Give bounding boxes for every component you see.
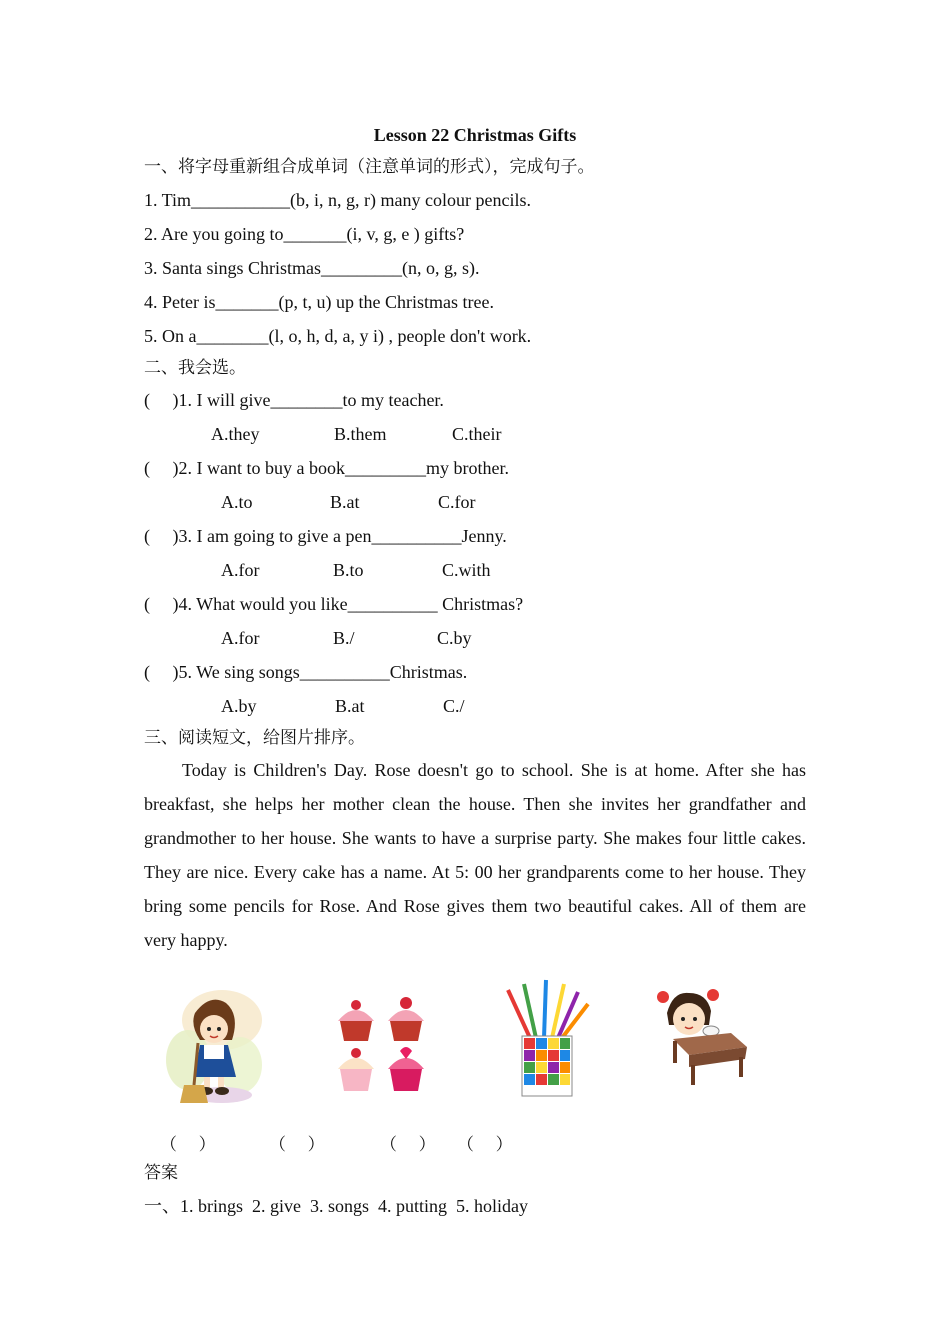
- part2-question-1: ( )1. I will give________to my teacher.: [144, 390, 444, 410]
- part2-question-2: ( )2. I want to buy a book_________my brother.: [144, 458, 509, 478]
- option-a: A.for: [221, 628, 260, 648]
- reading-passage: Today is Children's Day. Rose doesn't go to school. She is at home. After she has breakfast, she helps her mother clean the house. Then she invites her grandfather and grandmother to her house. She wants to have a surprise party. She makes four little cakes. They are nice. Every cake has a name. At 5: 00 her grandparents come to her house. They bring some pencils for Rose. And Rose gives them two beautiful cakes. All of them are very happy.: [144, 760, 806, 950]
- part3-heading: 三、阅读短文，给图片排序。: [144, 728, 365, 748]
- option-c: C.with: [442, 560, 491, 580]
- option-b: B.at: [330, 492, 360, 512]
- option-b: B./: [333, 628, 355, 648]
- option-a: A.to: [221, 492, 253, 512]
- girl-on-phone-picture: [655, 985, 750, 1090]
- order-bracket-1[interactable]: （ ）: [160, 1135, 216, 1155]
- part2-question-5: ( )5. We sing songs__________Christmas.: [144, 662, 468, 682]
- girl-sweeping-picture: [160, 985, 270, 1110]
- part1-item-2: 2. Are you going to_______(i, v, g, e ) gifts?: [144, 224, 465, 244]
- answers-part1: 一、1. brings 2. give 3. songs 4. putting 5. holiday: [144, 1196, 528, 1216]
- part2-question-3: ( )3. I am going to give a pen__________Jenny.: [144, 526, 507, 546]
- part1-heading: 一、将字母重新组合成单词（注意单词的形式），完成句子。: [144, 157, 595, 177]
- part2-heading: 二、我会选。: [144, 358, 246, 378]
- option-a: A.by: [221, 696, 257, 716]
- part1-item-5: 5. On a________(l, o, h, d, a, y i) , people don't work.: [144, 326, 532, 346]
- option-b: B.them: [334, 424, 387, 444]
- option-c: C.for: [438, 492, 476, 512]
- part1-item-1: 1. Tim___________(b, i, n, g, r) many colour pencils.: [144, 190, 531, 210]
- part1-item-4: 4. Peter is_______(p, t, u) up the Christmas tree.: [144, 292, 494, 312]
- lesson-title: Lesson 22 Christmas Gifts: [373, 125, 577, 145]
- order-bracket-2[interactable]: （ ）: [269, 1135, 325, 1155]
- pencil-cup-picture: [500, 978, 595, 1100]
- order-bracket-4[interactable]: （ ）: [457, 1135, 513, 1155]
- part2-question-4: ( )4. What would you like__________ Christmas?: [144, 594, 524, 614]
- option-a: A.they: [211, 424, 260, 444]
- answers-heading: 答案: [144, 1163, 178, 1183]
- option-b: B.to: [333, 560, 364, 580]
- option-b: B.at: [335, 696, 365, 716]
- option-c: C.by: [437, 628, 472, 648]
- option-c: C./: [443, 696, 465, 716]
- part1-item-3: 3. Santa sings Christmas_________(n, o, g, s).: [144, 258, 480, 278]
- option-a: A.for: [221, 560, 260, 580]
- order-bracket-3[interactable]: （ ）: [380, 1135, 436, 1155]
- cupcakes-picture: [330, 993, 430, 1095]
- option-c: C.their: [452, 424, 502, 444]
